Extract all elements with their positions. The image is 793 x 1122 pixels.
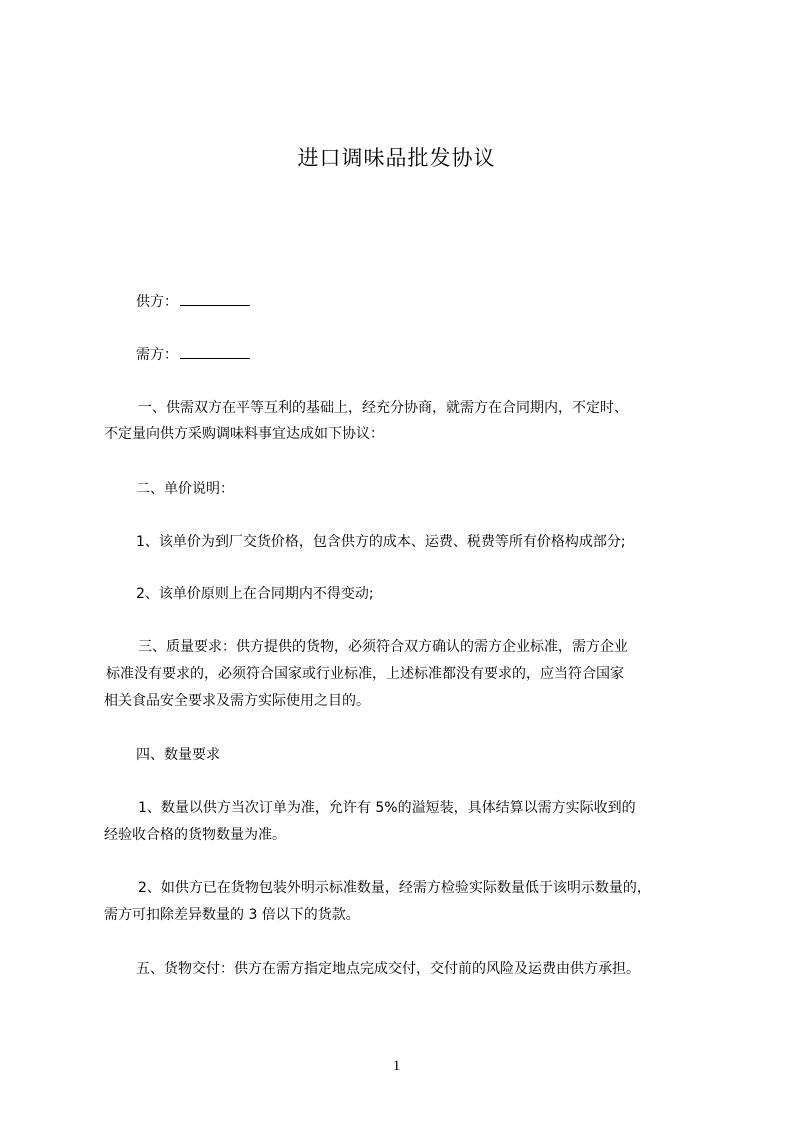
clause4-item1-line1: 1、数量以供方当次订单为准，允许有 5%的溢短装，具体结算以需方实际收到的 (138, 800, 636, 816)
buyer-label: 需方： (136, 347, 178, 363)
buyer-blank (180, 344, 250, 359)
clause4-item2-line1: 2、如供方已在货物包装外明示标准数量，经需方检验实际数量低于该明示数量的， (138, 880, 651, 896)
clause1-line2: 不定量向供方采购调味料事宜达成如下协议： (104, 426, 384, 442)
buyer-line (136, 344, 250, 365)
clause2-heading: 二、单价说明： (136, 481, 234, 497)
supplier-label: 供方： (136, 294, 178, 310)
clause2-item1: 1、该单价为到厂交货价格，包含供方的成本、运费、税费等所有价格构成部分; (136, 534, 626, 550)
clause2-item2: 2、该单价原则上在合同期内不得变动; (136, 586, 374, 602)
clause3-line3: 相关食品安全要求及需方实际使用之目的。 (104, 693, 370, 709)
clause1-line1: 一、供需双方在平等互利的基础上，经充分协商，就需方在合同期内，不定时、 (138, 400, 628, 416)
document-title: 进口调味品批发协议 (297, 146, 496, 170)
supplier-blank (180, 291, 250, 306)
clause4-item1-line2: 经验收合格的货物数量为准。 (104, 827, 286, 843)
supplier-line (136, 291, 250, 312)
clause4-heading: 四、数量要求 (136, 747, 220, 763)
clause3-line1: 三、质量要求：供方提供的货物，必须符合双方确认的需方企业标准，需方企业 (138, 639, 628, 655)
clause4-item2-line2: 需方可扣除差异数量的 3 倍以下的货款。 (104, 907, 360, 923)
clause3-line2: 标准没有要求的，必须符合国家或行业标准，上述标准都没有要求的，应当符合国家 (106, 666, 624, 682)
clause5: 五、货物交付：供方在需方指定地点完成交付，交付前的风险及运费由供方承担。 (136, 961, 640, 977)
page-number: 1 (392, 1058, 401, 1074)
